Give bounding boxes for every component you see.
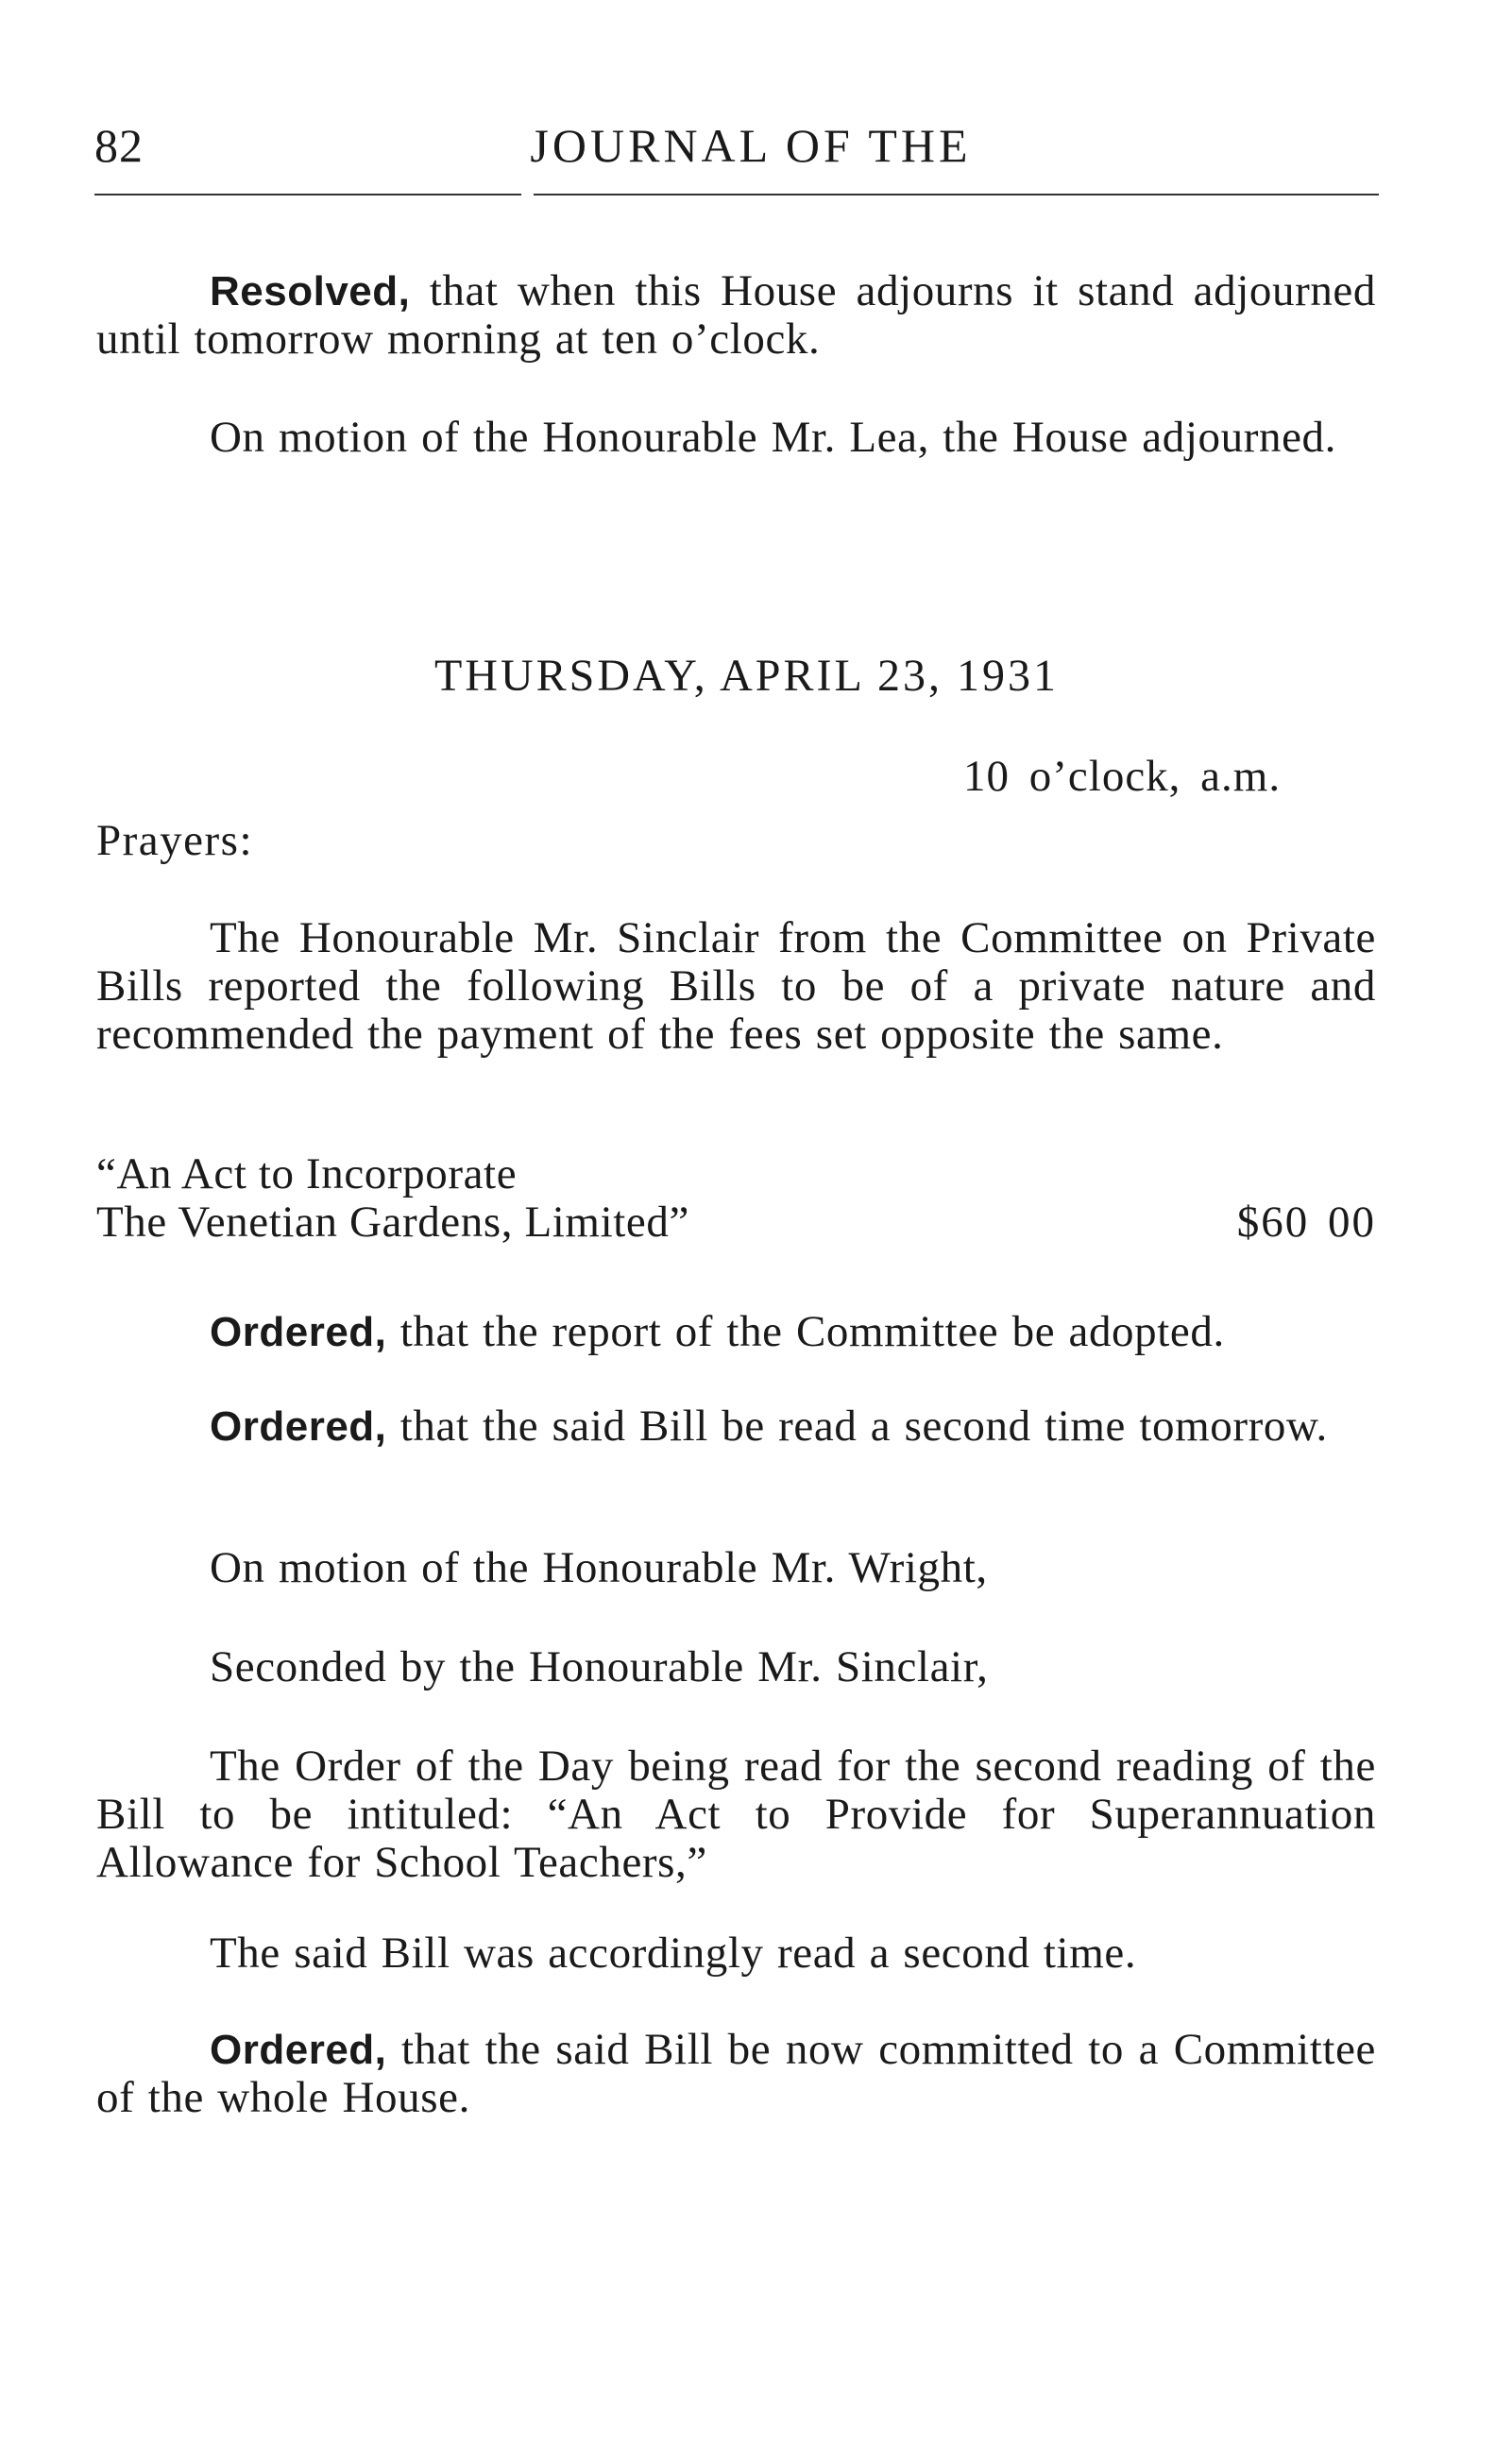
header-rule-left [94, 194, 521, 195]
order-committee-whole [96, 2026, 1376, 2122]
order-of-day-paragraph [96, 1742, 1376, 1887]
adjournment-paragraph [96, 414, 1376, 462]
bill-entry [96, 1150, 1376, 1247]
order-report-adopted [96, 1308, 1376, 1356]
bill-title-line-1: “An Act to Incorporate [96, 1149, 518, 1198]
second-reading-paragraph [96, 1929, 1376, 1978]
ordered-lead: Ordered, [210, 2027, 387, 2073]
adjournment-text: On motion of the Honourable Mr. Lea, the House adjourned. [210, 413, 1336, 462]
ordered-lead: Ordered, [210, 1309, 387, 1355]
second-reading-text: The said Bill was accordingly read a second time. [210, 1929, 1137, 1978]
prayers-label: Prayers: [96, 816, 254, 865]
resolution-paragraph [96, 267, 1376, 364]
motion-paragraph [96, 1544, 1376, 1592]
resolution-text: that when this House adjourns it stand adjourned until tomorrow morning at ten o’clock. [96, 266, 1376, 364]
page-header [94, 118, 1379, 184]
order-text: that the said Bill be now committed to a Committee of the whole House. [96, 2025, 1376, 2122]
order-of-day-text: The Order of the Day being read for the second reading of the Bill to be intituled: “An Act to Provide for Superannuation Allowance for School Teachers,” [96, 1742, 1376, 1887]
running-head: JOURNAL OF THE [530, 119, 972, 172]
motion-text: On motion of the Honourable Mr. Wright, [210, 1543, 988, 1592]
order-text: that the said Bill be read a second time tomorrow. [386, 1402, 1328, 1451]
committee-report-text: The Honourable Mr. Sinclair from the Committee on Private Bills reported the following Bills to be of a private nature and recommended the payment of the fees set opposite the same. [96, 913, 1376, 1059]
order-text: that the report of the Committee be adopted. [386, 1307, 1225, 1356]
ordered-lead: Ordered, [210, 1403, 387, 1450]
bill-title-line-2: The Venetian Gardens, Limited” [96, 1198, 689, 1247]
seconded-text: Seconded by the Honourable Mr. Sinclair, [210, 1642, 989, 1691]
header-rule-right [534, 194, 1379, 195]
bill-fee: $60 00 [1236, 1198, 1376, 1247]
resolved-lead: Resolved, [210, 268, 411, 314]
date-heading: THURSDAY, APRIL 23, 1931 [433, 651, 1059, 701]
sitting-time: 10 o’clock, a.m. [963, 752, 1282, 801]
committee-report-paragraph [96, 914, 1376, 1059]
order-second-reading [96, 1402, 1376, 1451]
seconded-paragraph [96, 1643, 1376, 1691]
page-number: 82 [94, 119, 144, 172]
